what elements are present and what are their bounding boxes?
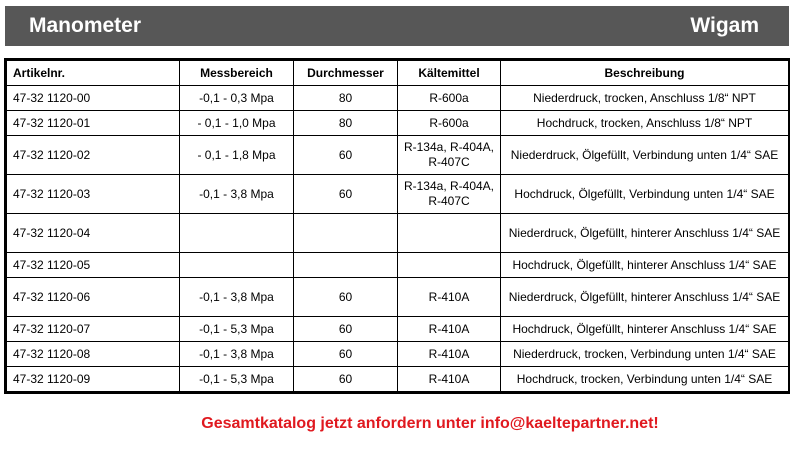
cell-beschreibung: Hochdruck, Ölgefüllt, hinterer Anschluss 1/4“ SAE <box>501 253 789 278</box>
cell-artikelnr: 47-32 1120-08 <box>7 342 180 367</box>
cell-durchmesser: 80 <box>294 86 398 111</box>
cell-messbereich: - 0,1 - 1,0 Mpa <box>180 111 294 136</box>
cell-artikelnr: 47-32 1120-07 <box>7 317 180 342</box>
cell-artikelnr: 47-32 1120-02 <box>7 136 180 175</box>
cell-kaeltemittel: R-410A <box>398 367 501 392</box>
cell-durchmesser: 60 <box>294 278 398 317</box>
title-bar <box>5 6 789 46</box>
cell-durchmesser: 60 <box>294 317 398 342</box>
table-row <box>7 278 789 317</box>
cell-kaeltemittel: R-600a <box>398 111 501 136</box>
cell-beschreibung: Hochdruck, Ölgefüllt, hinterer Anschluss 1/4“ SAE <box>501 317 789 342</box>
table-row <box>7 367 789 392</box>
cell-kaeltemittel <box>398 253 501 278</box>
cell-durchmesser <box>294 253 398 278</box>
cell-beschreibung: Niederdruck, Ölgefüllt, hinterer Anschluss 1/4“ SAE <box>501 214 789 253</box>
column-header-artikelnr: Artikelnr. <box>7 61 180 86</box>
cell-beschreibung: Hochdruck, trocken, Verbindung unten 1/4“ SAE <box>501 367 789 392</box>
column-header-durchmesser: Durchmesser <box>294 61 398 86</box>
cell-messbereich: -0,1 - 3,8 Mpa <box>180 278 294 317</box>
cell-messbereich: -0,1 - 5,3 Mpa <box>180 367 294 392</box>
cell-durchmesser: 60 <box>294 342 398 367</box>
cell-kaeltemittel: R-600a <box>398 86 501 111</box>
cell-durchmesser: 80 <box>294 111 398 136</box>
cell-messbereich: -0,1 - 3,8 Mpa <box>180 175 294 214</box>
cell-messbereich: -0,1 - 0,3 Mpa <box>180 86 294 111</box>
table-row <box>7 253 789 278</box>
cell-beschreibung: Hochdruck, trocken, Anschluss 1/8“ NPT <box>501 111 789 136</box>
cell-messbereich: -0,1 - 3,8 Mpa <box>180 342 294 367</box>
column-header-kaeltemittel: Kältemittel <box>398 61 501 86</box>
cell-kaeltemittel: R-134a, R-404A, R-407C <box>398 175 501 214</box>
cell-artikelnr: 47-32 1120-06 <box>7 278 180 317</box>
column-header-beschreibung: Beschreibung <box>501 61 789 86</box>
cell-kaeltemittel <box>398 214 501 253</box>
cell-beschreibung: Niederdruck, trocken, Verbindung unten 1/4“ SAE <box>501 342 789 367</box>
table-header-row <box>7 61 789 86</box>
catalog-request-notice: Gesamtkatalog jetzt anfordern unter info@kaeltepartner.net! <box>201 415 659 432</box>
cell-artikelnr: 47-32 1120-09 <box>7 367 180 392</box>
cell-artikelnr: 47-32 1120-04 <box>7 214 180 253</box>
cell-durchmesser: 60 <box>294 367 398 392</box>
product-table-container <box>4 58 790 394</box>
cell-messbereich <box>180 214 294 253</box>
cell-artikelnr: 47-32 1120-01 <box>7 111 180 136</box>
table-row <box>7 317 789 342</box>
cell-kaeltemittel: R-134a, R-404A, R-407C <box>398 136 501 175</box>
table-row <box>7 136 789 175</box>
cell-beschreibung: Niederdruck, trocken, Anschluss 1/8“ NPT <box>501 86 789 111</box>
table-row <box>7 342 789 367</box>
cell-messbereich: -0,1 - 5,3 Mpa <box>180 317 294 342</box>
column-header-messbereich: Messbereich <box>180 61 294 86</box>
cell-artikelnr: 47-32 1120-03 <box>7 175 180 214</box>
table-row <box>7 86 789 111</box>
cell-beschreibung: Niederdruck, Ölgefüllt, hinterer Anschluss 1/4“ SAE <box>501 278 789 317</box>
cell-beschreibung: Hochdruck, Ölgefüllt, Verbindung unten 1/4“ SAE <box>501 175 789 214</box>
table-row <box>7 175 789 214</box>
product-table <box>6 60 789 392</box>
cell-durchmesser: 60 <box>294 136 398 175</box>
cell-messbereich <box>180 253 294 278</box>
cell-kaeltemittel: R-410A <box>398 278 501 317</box>
cell-kaeltemittel: R-410A <box>398 342 501 367</box>
brand-name: Wigam <box>690 14 759 37</box>
cell-messbereich: - 0,1 - 1,8 Mpa <box>180 136 294 175</box>
cell-artikelnr: 47-32 1120-05 <box>7 253 180 278</box>
page-title: Manometer <box>29 14 142 37</box>
cell-beschreibung: Niederdruck, Ölgefüllt, Verbindung unten 1/4“ SAE <box>501 136 789 175</box>
cell-artikelnr: 47-32 1120-00 <box>7 86 180 111</box>
cell-kaeltemittel: R-410A <box>398 317 501 342</box>
cell-durchmesser: 60 <box>294 175 398 214</box>
table-row <box>7 111 789 136</box>
cell-durchmesser <box>294 214 398 253</box>
table-row <box>7 214 789 253</box>
